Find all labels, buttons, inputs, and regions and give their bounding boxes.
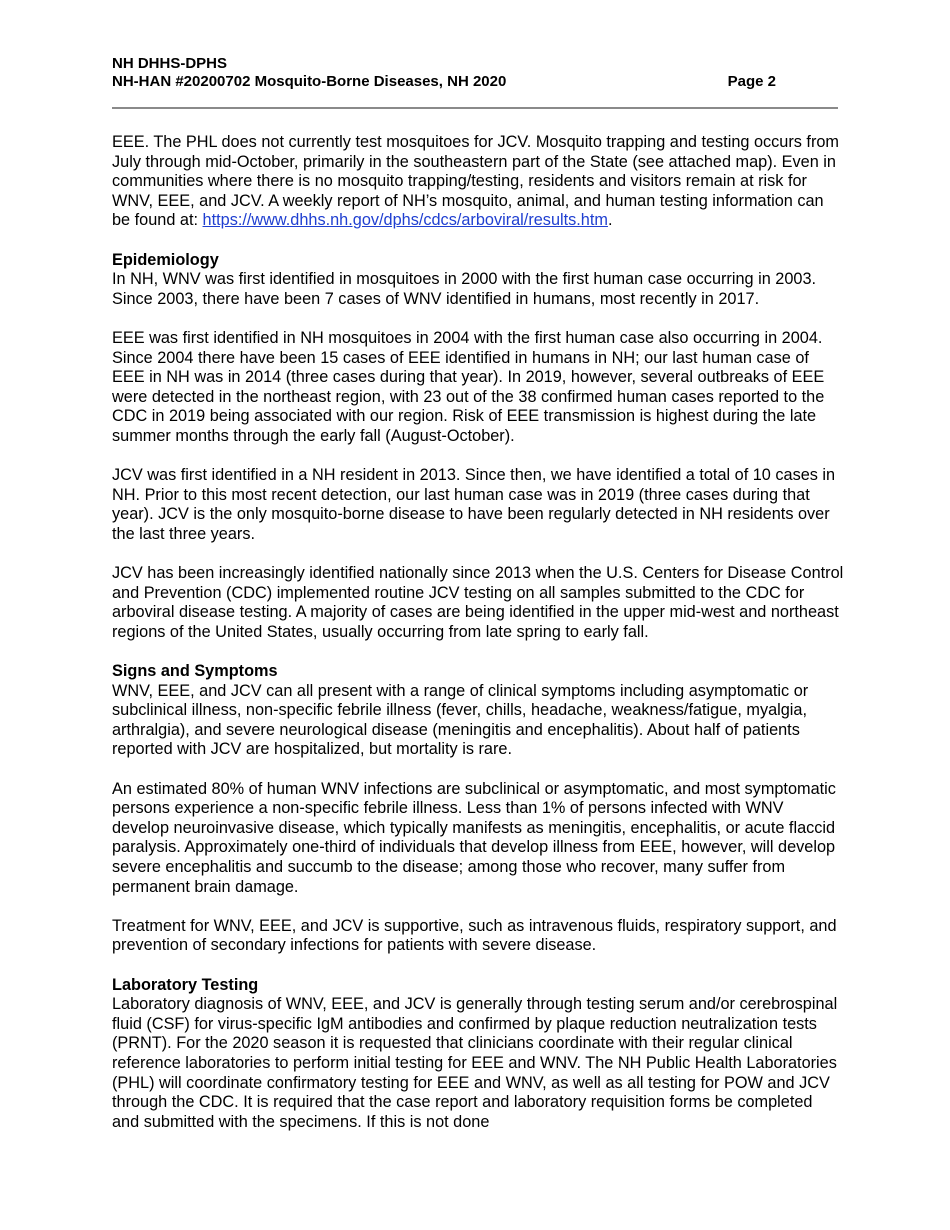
header-title: NH-HAN #20200702 Mosquito-Borne Diseases, NH 2020	[112, 73, 507, 90]
document-body	[112, 133, 844, 1152]
epidemiology-paragraph-2: EEE was first identified in NH mosquitoes in 2004 with the first human case also occurring in 2004. Since 2004 there have been 15 cases of EEE identified in humans in NH; our last human case of EEE in NH was in 2014 (three cases during that year). In 2019, however, several outbreaks of EEE were detected in the northeast region, with 23 out of the 38 confirmed human cases reported to the CDC in 2019 being associated with our region. Risk of EEE transmission is highest during the late summer months through the early fall (August-October).	[112, 328, 825, 445]
epidemiology-heading: Epidemiology	[112, 250, 219, 269]
header-org: NH DHHS-DPHS	[112, 55, 228, 72]
header-org-line	[112, 55, 838, 73]
symptoms-heading: Signs and Symptoms	[112, 662, 278, 681]
page-number: Page 2	[727, 73, 776, 90]
symptoms-paragraph-1: WNV, EEE, and JCV can all present with a range of clinical symptoms including asymptomatic or subclinical illness, non-specific febrile illness (fever, chills, headache, weakness/fatigue, myalgia, arthralgia), and severe neurological disease (meningitis and encephalitis). About half of patients reported with JCV are hospitalized, but mortality is rare.	[112, 681, 809, 759]
intro-text: EEE. The PHL does not currently test mosquitoes for JCV. Mosquito trapping and testing occurs from July through mid-October, primarily in the southeastern part of the State (see attached map). Even in communities where there is no mosquito trapping/testing, residents and visitors remain at risk for WNV, EEE, and JCV. A weekly report of NH’s mosquito, animal, and human testing information can be found at:	[112, 133, 839, 230]
header-title-line	[112, 73, 838, 91]
symptoms-paragraph-3: Treatment for WNV, EEE, and JCV is supportive, such as intravenous fluids, respiratory support, and prevention of secondary infections for patients with severe disease.	[112, 916, 837, 955]
lab-testing-paragraph-1: Laboratory diagnosis of WNV, EEE, and JCV is generally through testing serum and/or cerebrospinal fluid (CSF) for virus-specific IgM antibodies and confirmed by plaque reduction neutralization tests (PRNT). For the 2020 season it is requested that clinicians coordinate with their regular clinical reference laboratories to perform initial testing for EEE and WNV. The NH Public Health Laboratories (PHL) will coordinate confirmatory testing for EEE and WNV, as well as all testing for POW and JCV through the CDC. It is required that the case report and laboratory requisition forms be completed and submitted with the specimens. If this is not done	[112, 995, 838, 1131]
symptoms-paragraph-2: An estimated 80% of human WNV infections are subclinical or asymptomatic, and most symptomatic persons experience a non-specific febrile illness. Less than 1% of persons infected with WNV develop neuroinvasive disease, which typically manifests as meningitis, encephalitis, or acute flaccid paralysis. Approximately one-third of individuals that develop illness from EEE, however, will develop severe encephalitis and succumb to the disease; among those who recover, many suffer from permanent brain damage.	[112, 779, 836, 896]
epidemiology-paragraph-1: In NH, WNV was first identified in mosquitoes in 2000 with the first human case occurring in 2003. Since 2003, there have been 7 cases of WNV identified in humans, most recently in 2017.	[112, 270, 817, 308]
arboviral-results-link[interactable]: https://www.dhhs.nh.gov/dphs/cdcs/arboviral/results.htm	[202, 211, 608, 230]
page-header	[112, 55, 838, 91]
epidemiology-paragraph-4: JCV has been increasingly identified nationally since 2013 when the U.S. Centers for Disease Control and Prevention (CDC) implemented routine JCV testing on all samples submitted to the CDC for arboviral disease testing. A majority of cases are being identified in the upper mid-west and northeast regions of the United States, usually occurring from late spring to early fall.	[112, 564, 844, 641]
epidemiology-paragraph-3: JCV was first identified in a NH resident in 2013. Since then, we have identified a total of 10 cases in NH. Prior to this most recent detection, our last human case was in 2019 (three cases during that year). JCV is the only mosquito-borne disease to have been regularly detected in NH residents over the last three years.	[112, 466, 836, 543]
header-divider	[112, 107, 838, 109]
lab-testing-heading: Laboratory Testing	[112, 975, 259, 994]
intro-period: .	[607, 211, 613, 230]
intro-paragraph	[112, 133, 844, 231]
